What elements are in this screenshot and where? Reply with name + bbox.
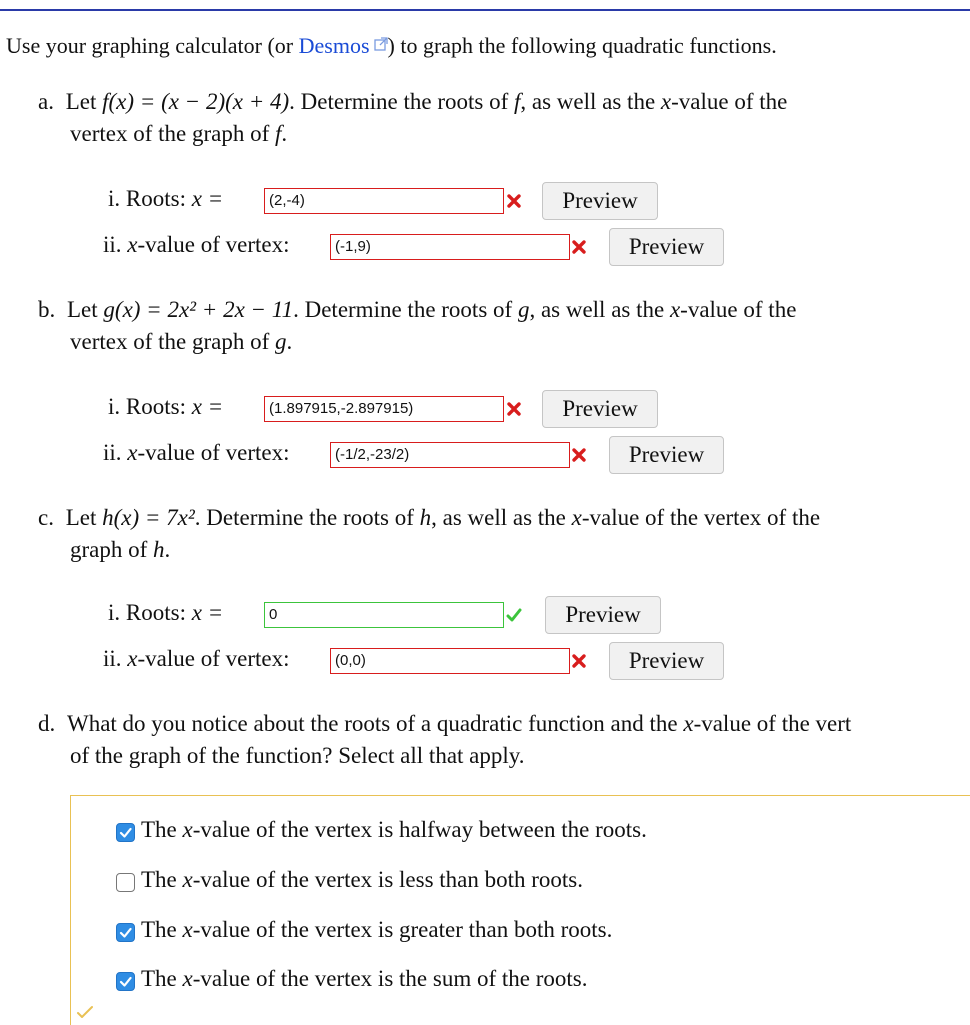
x-variable: x [182,817,193,842]
part-b-roots-label [108,394,223,420]
x-variable: x [182,917,193,942]
question-text: Let [65,505,103,530]
part-b-roots-input[interactable]: (1.897915,-2.897915) [264,396,504,422]
incorrect-x-icon [571,447,587,463]
x-variable: x [669,297,681,322]
question-text: vertex of the graph of [70,329,276,354]
roots-equation: x = [191,186,224,211]
roots-label-text: i. Roots: [108,600,192,625]
part-a-roots-label [108,186,223,212]
part-c-question [38,502,820,534]
part-b-vertex-preview-button[interactable]: Preview [609,436,724,474]
part-d-question-line2: of the graph of the function? Select all that apply. [70,743,525,768]
part-b-vertex-label [103,440,289,466]
function-variable: g [517,297,530,322]
question-text: vertex of the graph of [70,121,276,146]
option-label-4[interactable] [141,966,587,992]
incorrect-x-icon [571,653,587,669]
option-text: -value of the vertex is less than both roots. [192,867,584,892]
option-checkbox-3[interactable] [116,923,135,942]
part-c-roots-preview-button[interactable]: Preview [545,596,661,634]
question-text: -value of the [680,297,797,322]
part-a-roots-input[interactable]: (2,-4) [264,188,504,214]
x-variable: x [127,232,138,257]
part-c-roots-input[interactable]: 0 [264,602,504,628]
checkmark-icon [117,973,134,990]
partial-check-icon [76,1004,94,1020]
option-text: The [141,966,183,991]
incorrect-x-icon [506,401,522,417]
option-text: -value of the vertex is halfway between the roots. [192,817,647,842]
part-a-vertex-label [103,232,289,258]
external-link-icon[interactable] [374,37,388,51]
question-text: , as well as the [520,89,661,114]
part-a-vertex-input[interactable]: (-1,9) [330,234,570,260]
question-text: , as well as the [431,505,572,530]
function-expression: h(x) = 7x² [102,505,195,530]
part-letter: a. [38,89,54,114]
vertex-label-text: -value of vertex: [137,232,290,257]
incorrect-x-icon [571,239,587,255]
part-a-question [38,86,787,118]
x-variable: x [660,89,672,114]
checkmark-icon [117,924,134,941]
function-variable: g [275,329,287,354]
question-text: Let [65,89,103,114]
question-text: , as well as the [529,297,670,322]
option-text: The [141,817,183,842]
option-label-2[interactable] [141,867,583,893]
vertex-label-text: -value of vertex: [137,646,290,671]
part-letter: c. [38,505,54,530]
question-text: Let [67,297,104,322]
checkmark-icon [117,824,134,841]
incorrect-x-icon [506,193,522,209]
question-text: -value of the [671,89,788,114]
option-text: The [141,867,183,892]
x-variable: x [127,440,138,465]
option-text: The [141,917,183,942]
x-variable: x [182,966,193,991]
correct-check-icon [506,607,522,623]
intro-text-before: Use your graphing calculator (or [6,33,299,58]
function-expression: g(x) = 2x² + 2x − 11 [103,297,294,322]
part-b-roots-preview-button[interactable]: Preview [542,390,658,428]
part-a-roots-preview-button[interactable]: Preview [542,182,658,220]
question-text: . [281,121,288,146]
option-label-3[interactable] [141,917,612,943]
instructions [6,33,777,59]
desmos-link[interactable]: Desmos [298,33,370,58]
question-text: . [164,537,171,562]
function-variable: f [514,89,521,114]
question-text: What do you notice about the roots of a quadratic function and the [67,711,684,736]
x-variable: x [571,505,582,530]
option-label-1[interactable] [141,817,647,843]
part-c-vertex-label [103,646,289,672]
roots-label-text: i. Roots: [108,186,192,211]
part-b-question-line2 [70,326,292,358]
question-text: -value of the vertex of the [581,505,821,530]
part-c-roots-label [108,600,223,626]
part-letter: b. [38,297,56,322]
x-variable: x [182,867,193,892]
vertex-label-prefix: ii. [103,646,128,671]
x-variable: x [127,646,138,671]
part-a-vertex-preview-button[interactable]: Preview [609,228,724,266]
part-c-question-line2 [70,534,170,566]
function-expression: f(x) = (x − 2)(x + 4) [102,89,290,114]
part-b-vertex-input[interactable]: (-1/2,-23/2) [330,442,570,468]
function-variable: f [275,121,282,146]
option-checkbox-4[interactable] [116,972,135,991]
roots-label-text: i. Roots: [108,394,192,419]
question-text: . Determine the roots of [194,505,420,530]
vertex-label-prefix: ii. [103,440,128,465]
part-a-question-line2 [70,118,287,150]
part-letter: d. [38,711,56,736]
option-text: -value of the vertex is greater than both roots. [192,917,613,942]
question-text: -value of the vert [693,711,852,736]
roots-equation: x = [191,394,224,419]
question-text: graph of [70,537,154,562]
part-b-question [38,294,796,326]
vertex-label-prefix: ii. [103,232,128,257]
top-divider [0,9,970,11]
option-text: -value of the vertex is the sum of the roots. [192,966,588,991]
vertex-label-text: -value of vertex: [137,440,290,465]
part-d-question [38,708,851,740]
function-variable: h [153,537,165,562]
question-text: . [286,329,293,354]
x-variable: x [683,711,694,736]
part-c-vertex-preview-button[interactable]: Preview [609,642,724,680]
part-c-vertex-input[interactable]: (0,0) [330,648,570,674]
function-variable: h [419,505,432,530]
question-text: . Determine the roots of [293,297,518,322]
option-checkbox-1[interactable] [116,823,135,842]
question-text: . Determine the roots of [289,89,514,114]
option-checkbox-2[interactable] [116,873,135,892]
roots-equation: x = [191,600,224,625]
intro-text-after: ) to graph the following quadratic functions. [387,33,777,58]
